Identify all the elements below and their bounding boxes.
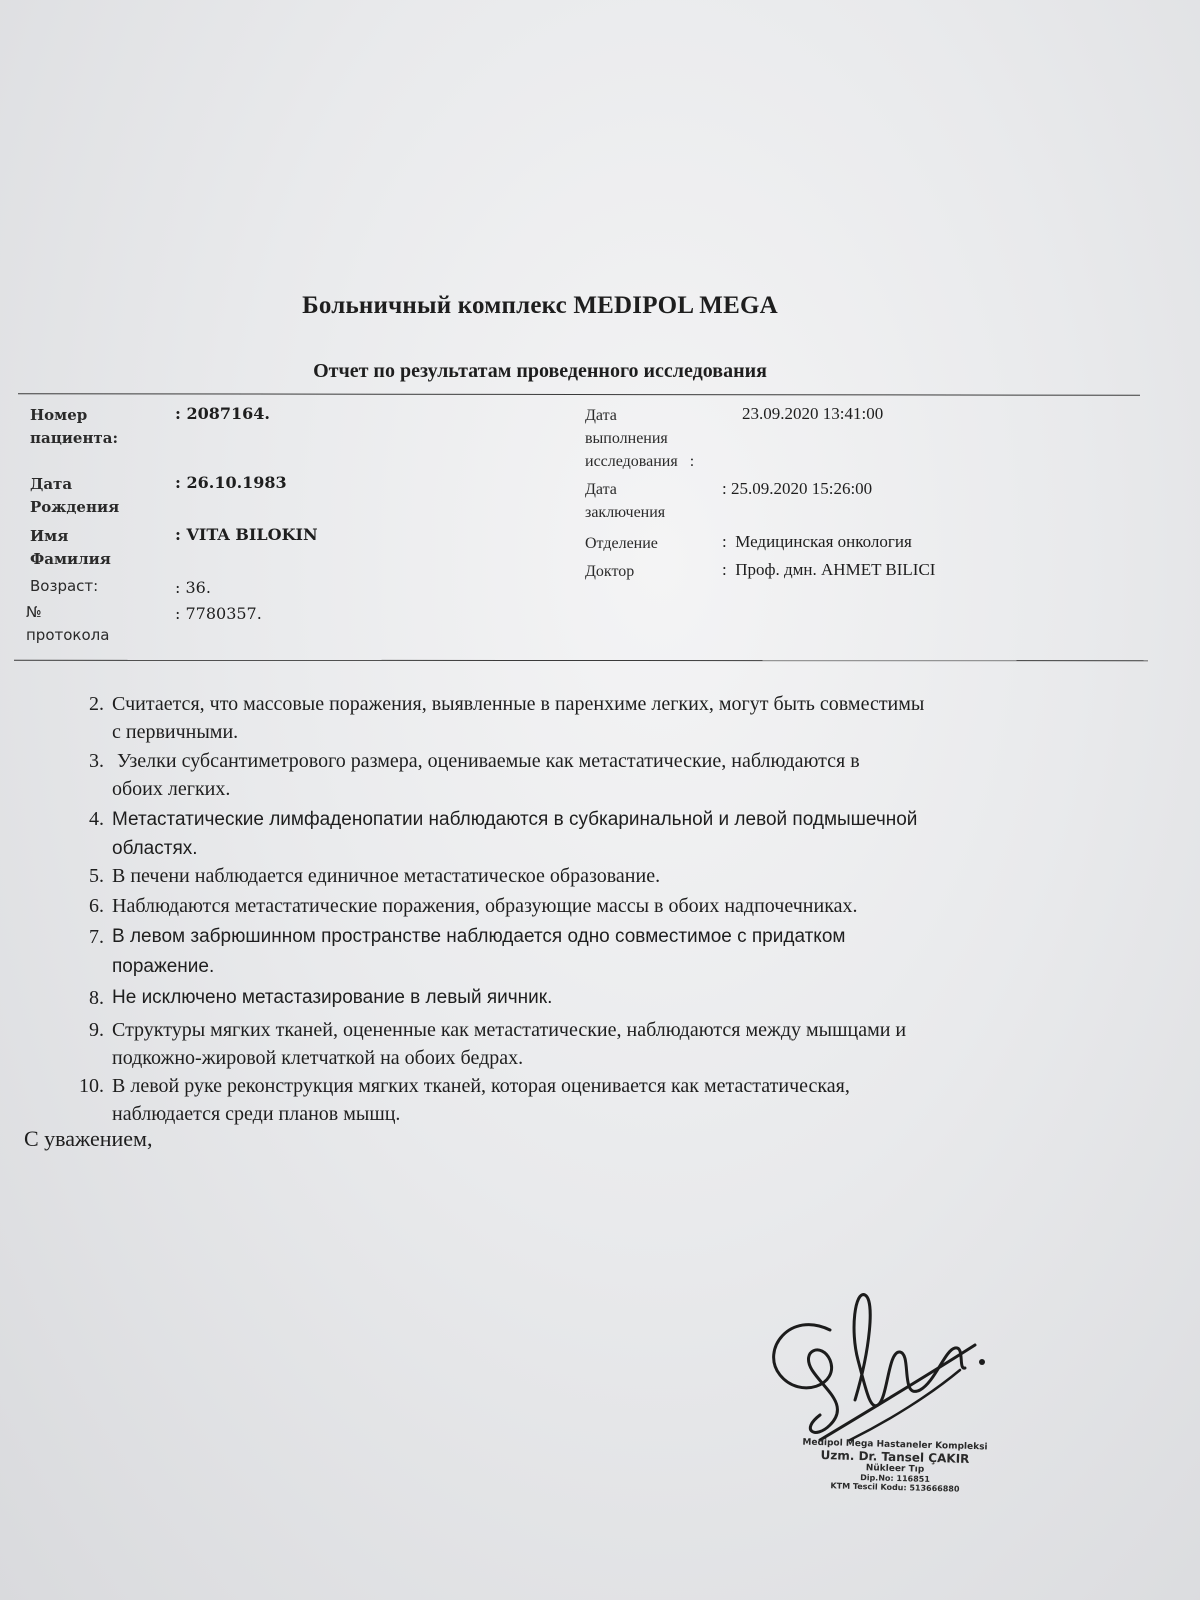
finding-number: 8. [89,987,104,1009]
finding-item [66,747,1166,803]
finding-item [66,690,1166,746]
finding-item [66,922,1166,982]
finding-number: 5. [89,865,104,887]
birth-date-value: : 26.10.1983 [175,473,287,492]
finding-text-line: с первичными. [112,721,239,743]
stamp-line: Medipol Mega Hastaneler Kompleksi [802,1437,988,1453]
doctor-stamp [770,1437,1020,1494]
birth-date-label-1: Дата [30,475,73,493]
stamp-line: Uzm. Dr. Tansel ÇAKIR [820,1448,970,1466]
finding-text-line: областях. [112,838,198,859]
finding-text-line: наблюдается среди планов мышц. [112,1103,401,1125]
exec-date-label-1: Дата [585,407,617,424]
finding-text-line: поражение. [112,956,215,977]
finding-text-line: обоих легких. [112,778,231,800]
finding-text-line: Не исключено метастазирование в левый яичник. [112,987,553,1008]
stamp-line: Nükleer Tıp [865,1463,925,1475]
name-label-2: Фамилия [30,550,111,568]
finding-number: 10. [79,1075,104,1097]
patient-name-value: : VITA BILOKIN [175,525,318,544]
finding-text-line: В левой руке реконструкция мягких тканей, которая оценивается как метастатическая, [112,1075,850,1097]
finding-item [66,984,1166,1012]
patient-number-label-1: Номер [30,406,88,424]
header-top-divider [18,393,1140,396]
name-label-1: Имя [30,527,69,545]
doctor-value: : Проф. дмн. AHMET BILICI [722,560,936,579]
finding-text-line: В левом забрюшинном пространстве наблюдается одно совместимое с придатком [112,926,846,947]
age-label: Возраст: [30,577,99,595]
finding-number: 4. [89,808,104,830]
finding-item [66,892,1166,920]
finding-number: 6. [89,895,104,917]
birth-date-label-2: Рождения [30,498,120,516]
finding-item [66,862,1166,890]
stamp-line: Dip.No: 116851 [860,1473,930,1484]
exec-date-value: 23.09.2020 13:41:00 [742,404,884,423]
finding-text-line: Наблюдаются метастатические поражения, образующие массы в обоих надпочечниках. [112,895,858,917]
protocol-label-1: № [26,603,42,621]
department-label: Отделение [585,535,658,552]
finding-number: 9. [89,1019,104,1041]
patient-number-value: : 2087164. [175,404,270,423]
report-title: Отчет по результатам проведенного исследования [313,360,767,382]
finding-item [66,1072,1166,1128]
conclusion-date-value: : 25.09.2020 15:26:00 [722,479,873,498]
finding-number: 2. [89,693,104,715]
finding-text-line: подкожно-жировой клетчаткой на обоих бедрах. [112,1047,524,1069]
finding-item [66,805,1166,863]
clinic-title: Больничный комплекс MEDIPOL MEGA [302,292,778,319]
header-bottom-divider [14,660,1148,661]
exec-date-label-3: исследования : [585,453,695,470]
finding-text-line: Узелки субсантиметрового размера, оцениваемые как метастатические, наблюдаются в [112,750,860,772]
age-value: : 36. [175,578,211,597]
finding-text-line: В печени наблюдается единичное метастатическое образование. [112,865,661,887]
finding-text-line: Считается, что массовые поражения, выявленные в паренхиме легких, могут быть совместимы [112,693,925,715]
protocol-label-2: протокола [26,626,110,644]
conclusion-date-label-2: заключения [585,504,666,521]
finding-text-line: Метастатические лимфаденопатии наблюдаются в субкаринальной и левой подмышечной [112,809,918,830]
exec-date-label-2: выполнения [585,430,668,447]
finding-number: 7. [89,926,104,948]
finding-text-line: Структуры мягких тканей, оцененные как метастатические, наблюдаются между мышцами и [112,1019,907,1041]
finding-item [66,1016,1166,1072]
stamp-line: KTM Tescil Kodu: 513666880 [830,1481,960,1494]
closing-salutation: С уважением, [24,1126,153,1151]
conclusion-date-label-1: Дата [585,481,617,498]
patient-number-label-2: пациента: [30,429,118,447]
finding-number: 3. [89,750,104,772]
protocol-value: : 7780357. [175,604,262,623]
doctor-label: Доктор [585,563,635,580]
department-value: : Медицинская онкология [722,532,912,551]
